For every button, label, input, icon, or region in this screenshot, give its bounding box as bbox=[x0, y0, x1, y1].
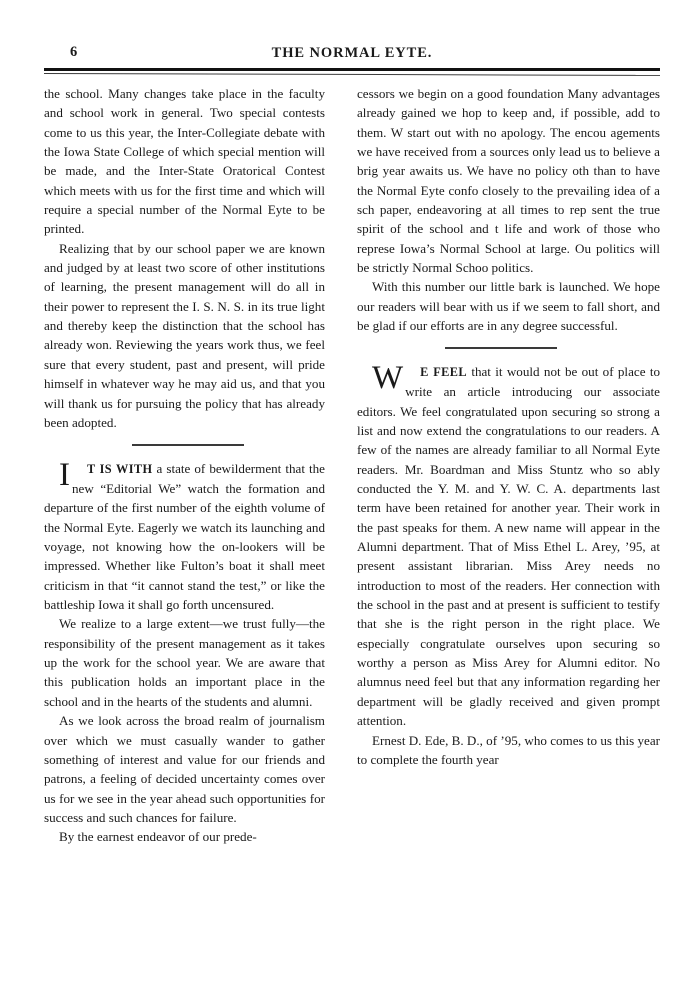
section-divider bbox=[132, 444, 244, 446]
section-divider bbox=[445, 347, 557, 349]
running-head bbox=[44, 44, 660, 66]
opening-small-caps: E FEEL bbox=[420, 364, 467, 379]
header-rule-thin bbox=[44, 73, 660, 76]
page-number: 6 bbox=[70, 44, 78, 60]
paragraph: With this number our little bark is launched. We hope our readers will bear with us if we seem to fall short, and be glad if our efforts are in any degree successful. bbox=[357, 279, 660, 334]
header-rule-thick bbox=[44, 68, 660, 71]
paragraph: By the earnest endeavor of our prede- bbox=[59, 829, 257, 845]
right-column bbox=[357, 84, 660, 769]
drop-cap: W bbox=[372, 359, 404, 396]
drop-cap: I bbox=[59, 456, 70, 493]
editorial-paragraph bbox=[357, 359, 661, 731]
paragraph-body: a state of bewilderment that the new “Editorial We” watch the formation and departure of the first number of the eighth volume of the Normal Eyte. Eagerly we watch its launching and voyage, not knowing how the on-lookers will be impressed. Whether like Fulton’s boat it shall meet criticism in that “it cannot stand the test,” or like the battleship Iowa it shall go forth uncensured. bbox=[44, 460, 325, 613]
paragraph: We realize to a large extent—we trust fully—the responsibility of the present management as it takes up the work for the school year. We are aware that this publication holds an important place in the school and in the hearts of the students and alumni. bbox=[44, 616, 325, 709]
publication-title: THE NORMAL EYTE. bbox=[271, 45, 433, 61]
editorial-paragraph bbox=[44, 456, 325, 615]
paragraph: the school. Many changes take place in the faculty and school work in general. Two special contests come to us this year, the Inter-Collegiate debate with the Iowa State College of which special mention will be made, and the Inter-State Oratorical Contest which meets with us for the first time and which will require a special number of the Normal Eyte to be printed. bbox=[44, 86, 325, 237]
paragraph: Realizing that by our school paper we are known and judged by at least two score of other institutions of learning, the present management will do all in their power to represent the I. S. N. S. in its true light and thereby keep the distinction that the school has already won. Reviewing the years work thus, we feel sure that every student, past and present, will pride himself in whatever way he may aid us, and that you will thank us for pursuing the policy that has already been adopted. bbox=[44, 240, 325, 430]
opening-small-caps: T IS WITH bbox=[87, 461, 153, 476]
left-column bbox=[44, 84, 325, 847]
paragraph: As we look across the broad realm of journalism over which we must casually wander to gather something of interest and value for our friends and patrons, a feeling of decided uncertainty comes over us for we see in the year ahead such opportunities for success and such chances for failure. bbox=[44, 713, 325, 825]
paragraph-body: that it would not be out of place to write an article introducing our associate editors. We feel congratulated upon securing so strong a list and now extend the congratulations to our readers. A few of the names are already familiar to all Normal Eyte readers. Mr. Boardman and Miss Stuntz who so ably conducted the Y. M. and Y. W. C. A. departments last term have been retained for another year. Their work in the past speaks for them. A new name will appear in the Alumni department. That of Miss Ethel L. Arey, ’95, at present assistant librarian. Miss Arey needs no introduction to most of the readers. Her connection with the school in the past and at present is sufficient to testify that she is the right person in the right place. We especially congratulate ourselves upon securing so worthy a person as Miss Arey for Alumni editor. No alumnus need feel but that any information regarding her department will be gladly received and given prompt attention. bbox=[357, 363, 661, 729]
paragraph: cessors we begin on a good foundation Many advantages already gained we hop to keep and, if possible, add to them. W start out with no apology. The encou agements we have received from a sources only lead us to believe a brig year awaits us. We have no policy oth than to have the Normal Eyte confo closely to the prevailing idea of a sch paper, endeavoring at all times to rep sent the true spirit of the school and t life and work of those who represe Iowa’s Normal School at large. Ou politics will be strictly Normal Schoo politics. bbox=[357, 86, 660, 276]
paragraph: Ernest D. Ede, B. D., of ’95, who comes to us this year to complete the fourth year bbox=[357, 732, 661, 767]
